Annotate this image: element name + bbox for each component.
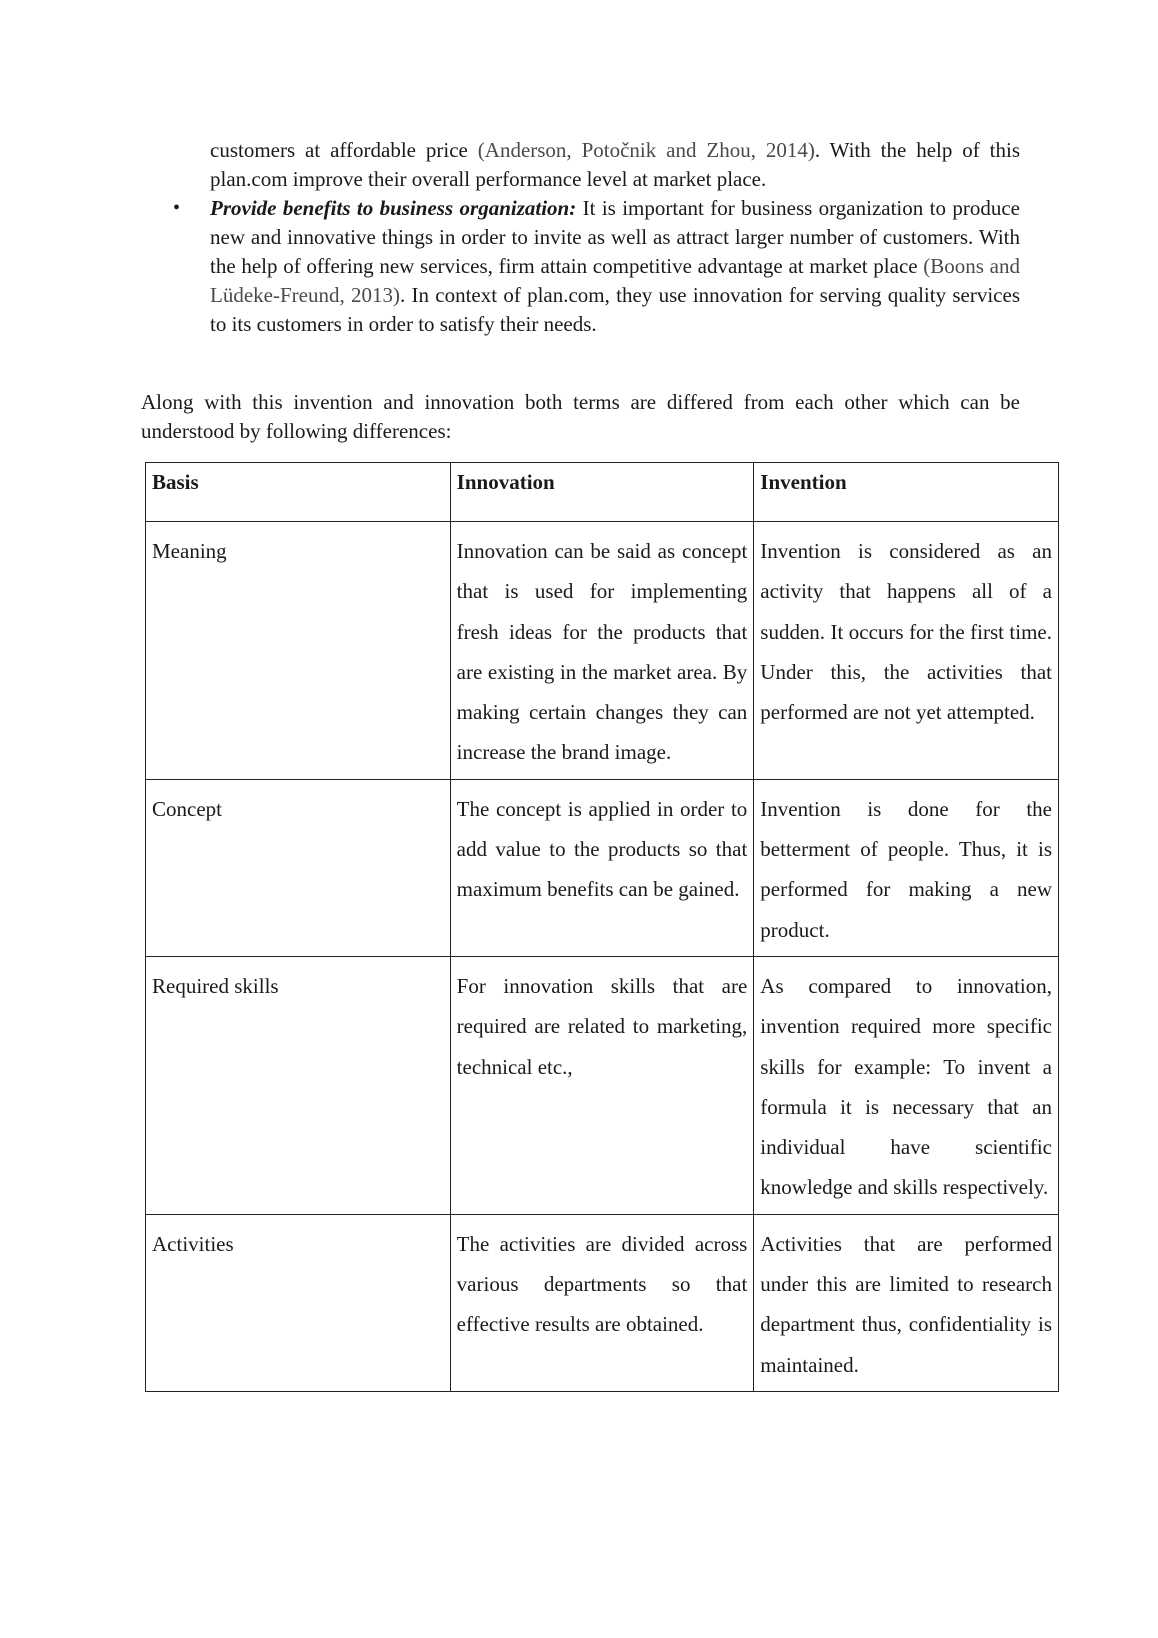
invention-cell: As compared to innovation, invention required more specific skills for example: To invent a formula it is necessary that an individual have scientific knowledge and skills respectively. bbox=[754, 956, 1059, 1214]
citation: (Boons and Lüdeke-Freund, 2013) bbox=[210, 254, 1020, 307]
paragraph-text: It is important for business organization to produce new and innovative things in order to invite as well as attract larger number of customers. With the help of offering new services, firm attain competitive advantage at market place bbox=[210, 196, 1020, 278]
innovation-cell: The concept is applied in order to add value to the products so that maximum benefits can be gained. bbox=[450, 779, 754, 956]
table-header-row bbox=[146, 463, 1059, 522]
table-row bbox=[146, 956, 1059, 1214]
basis-cell: Meaning bbox=[146, 522, 451, 780]
bullet-list bbox=[173, 136, 1021, 339]
innovation-cell: For innovation skills that are required are related to marketing, technical etc., bbox=[450, 956, 754, 1214]
innovation-cell: Innovation can be said as concept that is used for implementing fresh ideas for the products that are existing in the market area. By making certain changes they can increase the brand image. bbox=[450, 522, 754, 780]
invention-cell: Activities that are performed under this are limited to research department thus, confidentiality is maintained. bbox=[754, 1214, 1059, 1391]
invention-cell: Invention is considered as an activity that happens all of a sudden. It occurs for the first time. Under this, the activities that performed are not yet attempted. bbox=[754, 522, 1059, 780]
paragraph-text: . In context of plan.com, they use innovation for serving quality services to its customers in order to satisfy their needs. bbox=[210, 283, 1020, 336]
differences-table bbox=[145, 462, 1059, 1392]
basis-cell: Required skills bbox=[146, 956, 451, 1214]
header-innovation: Innovation bbox=[450, 463, 754, 522]
header-basis: Basis bbox=[146, 463, 451, 522]
bullet-lead: Provide benefits to business organization: bbox=[210, 196, 577, 220]
bullet-item-provide-benefits bbox=[173, 194, 1020, 339]
bullet-icon: • bbox=[173, 197, 181, 219]
citation: (Anderson, Potočnik and Zhou, 2014) bbox=[477, 138, 815, 162]
table-row bbox=[146, 779, 1059, 956]
invention-cell: Invention is done for the betterment of people. Thus, it is performed for making a new product. bbox=[754, 779, 1059, 956]
table-row bbox=[146, 1214, 1059, 1391]
paragraph-text: customers at affordable price bbox=[210, 138, 478, 162]
basis-cell: Concept bbox=[146, 779, 451, 956]
bullet-continuation-paragraph bbox=[210, 136, 1020, 194]
basis-cell: Activities bbox=[146, 1214, 451, 1391]
table-row bbox=[146, 522, 1059, 780]
intro-paragraph: Along with this invention and innovation both terms are differed from each other which can be understood by following differences: bbox=[141, 390, 1020, 443]
innovation-cell: The activities are divided across various departments so that effective results are obtained. bbox=[450, 1214, 754, 1391]
paragraph-text: . With the help of this plan.com improve their overall performance level at market place. bbox=[210, 138, 1021, 191]
header-invention: Invention bbox=[754, 463, 1059, 522]
